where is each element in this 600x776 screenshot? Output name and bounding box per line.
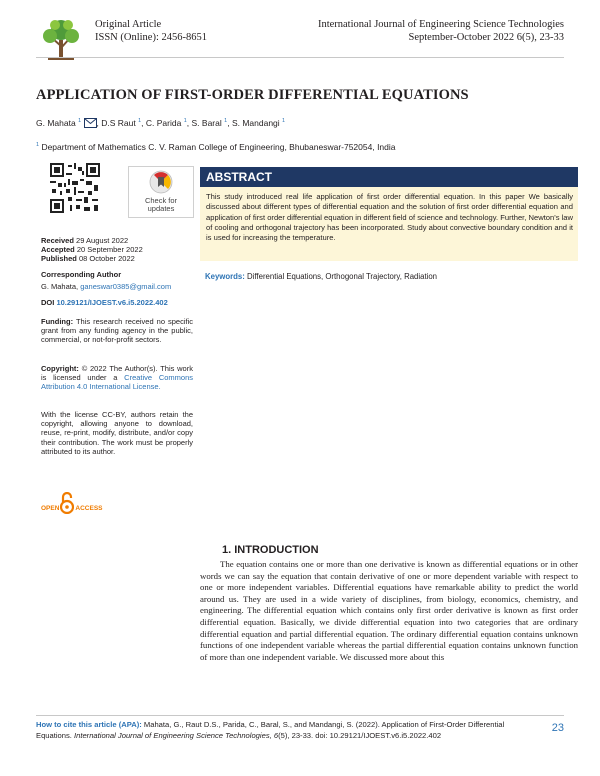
section-heading-introduction: 1. INTRODUCTION	[222, 544, 319, 556]
author-name: C. Parida	[145, 118, 182, 128]
funding-text: This research received no specific grant from any funding agency in the public, commercial, or not-for-profit sectors.	[41, 317, 193, 345]
received-label: Received	[41, 236, 74, 245]
license-text: With the license CC-BY, authors retain the copyright, allowing anyone to download, reuse, re-print, modify, distribute, and/or copy their contribution. The work must be properly attributed to its author.	[41, 410, 193, 456]
author-affil-sup: 1	[138, 118, 142, 125]
check-updates-line1: Check for	[144, 196, 178, 205]
funding-block	[41, 317, 193, 345]
abstract-text: This study introduced real life application of first order differential equation. In this paper We basically discussed about different types of differential equation and the solution of first order differential equation and application of first order differential equation in different field of science and technology. Further, Newton's law of cooling and orthogonal trajectory has been incorporated. Study about convective boundary condition and it is used for increasing the temperature.	[200, 187, 578, 261]
accepted-label: Accepted	[41, 245, 75, 255]
published-label: Published	[41, 254, 77, 264]
copyright-block	[41, 364, 193, 392]
corresponding-label: Corresponding Author	[41, 270, 122, 279]
mail-icon[interactable]	[84, 118, 97, 128]
corresponding-email-link[interactable]: ganeswar0385@gmail.com	[80, 282, 172, 292]
author-name: S. Baral	[191, 118, 222, 128]
author-name: D.S Raut	[101, 118, 136, 128]
journal-logo-icon	[38, 16, 84, 62]
check-updates-icon	[149, 170, 173, 194]
author-name: S. Mandangi	[231, 118, 280, 128]
author-affil-sup: 1	[78, 118, 82, 125]
issue-info: September-October 2022 6(5), 23-33	[408, 32, 564, 43]
article-type: Original Article	[95, 19, 162, 30]
cite-text-2: (5), 23-33. doi: 10.29121/IJOEST.v6.i5.2022.402	[278, 731, 442, 740]
check-updates-line2: updates	[147, 204, 175, 213]
copyright-text: © 2022 The Author(s). This work is licensed under a	[41, 364, 193, 383]
citation-footer	[36, 719, 526, 741]
affil-text: Department of Mathematics C. V. Raman College of Engineering, Bhubaneswar-752054, India	[41, 142, 396, 152]
affil-sup: 1	[36, 142, 40, 149]
cite-journal: International Journal of Engineering Science Technologies,	[74, 731, 272, 740]
issn: ISSN (Online): 2456-8651	[95, 32, 207, 43]
copyright-label: Copyright:	[41, 364, 79, 373]
paper-title: APPLICATION OF FIRST-ORDER DIFFERENTIAL EQUATIONS	[36, 87, 469, 103]
author-list: G. Mahata $^1$ , D.S Raut $^1$, C. Parida $^1$, S. Baral $^1$, S. Mandangi $^1$	[36, 118, 286, 128]
header-left	[95, 18, 207, 44]
doi-block	[41, 298, 193, 307]
introduction-paragraph: The equation contains one or more than one derivative is known as differential equations or in other words we can say the equation that contain derivative of one or more dependent variable with respect to one or more independent variables. Differential equations have remarkable ability to predict the world around us. They are used in a wide variety of disciplines, from biology, economics, chemistry, and engineering. The differential equation which contains only first order derivative is known as first order differential equation. Basically, we divide differential equation into two categories that are ordinary differential equation and partial differential equation. The ordinary differential equation contains unknown functions of one independent variable whereas the partial differential equation contains unknown function of more than one independent variable. We discussed more about this	[200, 559, 578, 662]
abstract-heading	[200, 167, 578, 187]
doi-label: DOI	[41, 298, 55, 307]
introduction-text	[200, 559, 578, 663]
affiliation	[36, 142, 396, 152]
qr-code-icon[interactable]	[50, 163, 100, 213]
author-affil-sup: 1	[224, 118, 228, 125]
received-date: 29 August 2022	[76, 236, 129, 245]
cite-text-1: Mahata, G., Raut D.S., Parida, C., Baral, S., and Mandangi, S. (2022). Application of First-Order Differential Equations.	[36, 720, 505, 740]
funding-label: Funding:	[41, 317, 74, 326]
keywords-label: Keywords:	[205, 272, 245, 281]
open-access-lock-icon	[60, 492, 74, 514]
license-link[interactable]: Creative Commons Attribution 4.0 International License.	[41, 373, 193, 392]
accepted-date: 20 September 2022	[76, 245, 143, 255]
published-date: 08 October 2022	[78, 254, 135, 264]
page-number: 23	[551, 722, 564, 734]
footer-divider	[36, 715, 564, 716]
keywords	[205, 272, 437, 281]
author-affil-sup: 1	[282, 118, 286, 125]
cite-label: How to cite this article (APA):	[36, 720, 142, 729]
header-right	[318, 18, 564, 44]
abstract-heading-text: ABSTRACT	[206, 170, 272, 184]
author-name: G. Mahata	[36, 118, 76, 128]
article-dates	[41, 236, 193, 264]
journal-name: International Journal of Engineering Science Technologies	[317, 19, 564, 30]
open-access-right: ACCESS	[75, 505, 103, 512]
keywords-text: Differential Equations, Orthogonal Trajectory, Radiation	[247, 272, 438, 281]
author-affil-sup: 1	[183, 118, 187, 125]
cite-volume: 6	[273, 731, 279, 740]
check-for-updates-button[interactable]	[128, 166, 194, 218]
doi-link[interactable]: 10.29121/IJOEST.v6.i5.2022.402	[56, 298, 168, 307]
corresponding-name: G. Mahata,	[41, 282, 79, 292]
corresponding-author	[41, 270, 193, 291]
open-access-left: OPEN	[41, 505, 60, 512]
header-divider	[36, 57, 564, 58]
open-access-badge	[41, 492, 103, 514]
